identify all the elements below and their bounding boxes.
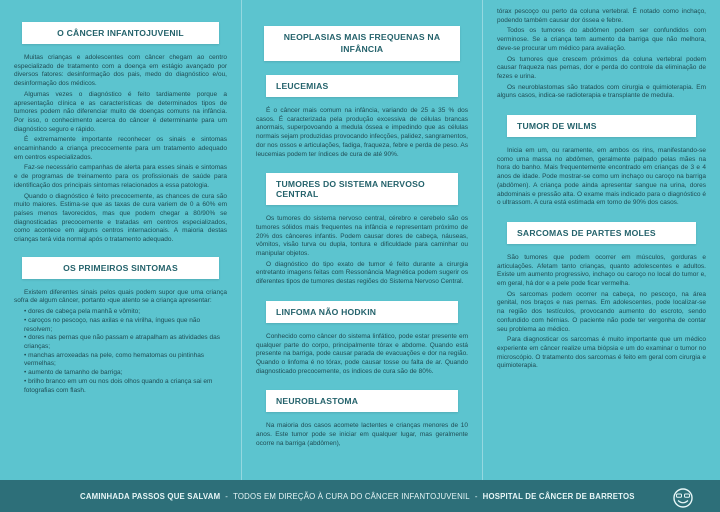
heading-linfoma: LINFOMA NÃO HODKIN xyxy=(266,301,458,323)
footer-hospital: HOSPITAL DE CÂNCER DE BARRETOS xyxy=(482,491,635,501)
paragraph: Faz-se necessário campanhas de alerta para esses sinais e sintomas e de programas de treinamento para os profissionais de saúde para identificação dos principais sintomas relacionados a essa patologia. xyxy=(14,164,227,189)
heading-tumores-snc: TUMORES DO SISTEMA NERVOSO CENTRAL xyxy=(266,173,458,205)
paragraph: É extremamente importante reconhecer os sinais e sintomas encaminhando a criança precocemente para um tratamento adequado em centros especializados. xyxy=(14,136,227,161)
paragraph: Muitas crianças e adolescentes com câncer chegam ao centro especializado de tratamento com a doença em estágio avançado por diversos fatores: desinformação dos pais, medo do diagnóstico e/ou, desinformação dos médicos. xyxy=(14,54,227,88)
footer-separator: - xyxy=(225,491,229,501)
list-item: • manchas arroxeadas na pele, como hematomas ou pintinhas vermelhas; xyxy=(24,352,227,369)
heading-primeiros-sintomas: OS PRIMEIROS SINTOMAS xyxy=(22,257,219,279)
paragraph: Quando o diagnóstico é feito precocemente, as chances de cura são muito maiores. Estima-se que as taxas de cura variem de 0 a 60% em países menos favorecidos, mas que podem chegar a 80/90% se diagnosticadas precocemente e tratadas em centros especializados, como acontece em alguns centros internacionais. A maioria destas crianças terá vida normal após o tratamento adequado. xyxy=(14,192,227,244)
paragraph: Os sarcomas podem ocorrer na cabeça, no pescoço, na área genital, nos braços e nas pernas. Em adolescentes, pode localizar-se na região dos testículos, provocando aumento do escroto, sendo confundido com hérnias. O paciente não pode ter vergonha de contar seu problema ao médico. xyxy=(497,290,706,333)
paragraph: Para diagnosticar os sarcomas é muito importante que um médico experiente em câncer realize uma biópsia e um do examinar o tumor no microscópio. O tratamento dos sarcomas é feito em geral com cirurgia e quimioterapia. xyxy=(497,336,706,370)
paragraph: Existem diferentes sinais pelos quais podem supor que uma criança sofra de algum câncer, portanto ›que atento se a criança apresentar: xyxy=(14,288,227,305)
list-item: • dores nas pernas que não passam e atrapalham as atividades das crianças; xyxy=(24,334,227,351)
paragraph: É o câncer mais comum na infância, variando de 25 a 35 % dos casos. É caracterizada pela produção excessiva de células brancas anormais, superpovoando a medula óssea e impedindo que as células normais sejam produzidas provocando infecções, palidez, sangramentos, dor nos ossos e articulações, fadiga, fraqueza, febre e perda de peso. As leucemias podem ter índices de cura de até 90%. xyxy=(256,107,468,158)
paragraph: São tumores que podem ocorrer em músculos, gorduras e articulações. Afetam tanto crianças, quanto adolescentes e adultos. Existe um aumento progressivo, inchaço ou caroço no local do tumor e, em geral, há dor e a pele pode ficar vermelha. xyxy=(497,253,706,288)
paragraph: Na maioria dos casos acomete lactentes e crianças menores de 10 anos. Este tumor pode se iniciar em qualquer lugar, mas geralmente ocorre na barriga (abdômen), xyxy=(256,422,468,447)
footer-separator: - xyxy=(474,491,478,501)
paragraph: Algumas vezes o diagnóstico é feito tardiamente porque a apresentação clínica e as características de determinados tipos de tumores podem não diferenciar muito de doenças comuns na infância. Por isso, o conhecimento acerca do câncer é determinante para um diagnóstico seguro e rápido. xyxy=(14,90,227,133)
paragraph: Todos os tumores do abdômen podem ser confundidos com verminose. Se a criança tem aumento da barriga que não melhora, deve-se procurar um médico para avaliação. xyxy=(497,27,706,52)
heading-neoplasias: NEOPLASIAS MAIS FREQUENAS NA INFÂNCIA xyxy=(264,26,460,61)
paragraph: Conhecido como câncer do sistema linfático, pode estar presente em qualquer parte do corpo, principalmente tórax e abdome. Quando está presente na barriga, pode causar parada de evacuações e dor na região. Quando o linfoma é no tórax, pode causar tosse ou falta de ar. Quando diagnosticado precocemente, os índices de cura são de 80%. xyxy=(256,332,468,375)
heading-neuroblastoma: NEUROBLASTOMA xyxy=(266,390,458,412)
panel-middle xyxy=(241,0,482,480)
footer-campaign: CAMINHADA PASSOS QUE SALVAM xyxy=(80,491,221,501)
panel-left xyxy=(0,0,241,480)
footer-bar xyxy=(0,480,720,512)
paragraph: Inicia em um, ou raramente, em ambos os rins, manifestando-se como uma massa no abdômen, geralmente palpado pelas mães na hora do banho. Mais frequentemente encontrado em crianças de 3 e 4 anos de idade. Pode mostrar-se como um inchaço ou caroço na barriga (abdômen). A criança pode ainda apresentar sangue na urina, dores abdominais e pressão alta. O exame mais indicado para o diagnóstico é o ultrassom. A cura está estimada em torno de 90% dos casos. xyxy=(497,147,706,207)
list-item: • caroços no pescoço, nas axilas e na virilha, íngues que não resolvem; xyxy=(24,317,227,334)
heading-tumor-wilms: TUMOR DE WILMS xyxy=(507,115,696,137)
heading-leucemias: LEUCEMIAS xyxy=(266,75,458,97)
paragraph: Os tumores do sistema nervoso central, cérebro e cerebelo são os tumores sólidos mais frequentes na infância e representam próximo de 20% dos cânceres infantis. Podem causar dores de cabeça, náuseas, vômitos, visão turva ou dupla, tontura e dificuldade para caminhar ou manipular objetos. xyxy=(256,215,468,258)
list-item: • aumento de tamanho de barriga; xyxy=(24,369,227,378)
smiling-face-logo-icon xyxy=(672,488,694,508)
heading-sarcomas: SARCOMAS DE PARTES MOLES xyxy=(507,222,696,244)
list-item: • dores de cabeça pela manhã e vômito; xyxy=(24,308,227,317)
panel-right xyxy=(482,0,720,480)
paragraph: Os tumores que crescem próximos da coluna vertebral podem causar fraqueza nas pernas, dor e perda do controle da eliminação de fezes e urina. xyxy=(497,55,706,80)
list-item: • brilho branco em um ou nos dois olhos quando a criança sai em fotografias com flash. xyxy=(24,378,227,395)
footer-slogan: TODOS EM DIREÇÃO À CURA DO CÂNCER INFANTOJUVENIL xyxy=(233,491,470,501)
paragraph: tórax pescoço ou perto da coluna vertebral. É notado como inchaço, podendo também causar dor óssea e febre. xyxy=(497,8,706,24)
paragraph: O diagnóstico do tipo exato de tumor é feito durante a cirurgia entretanto imagens feitas com Ressonância Magnética podem sugerir os diferentes tipos de tumores destas regiões do Sistema Nervoso Central. xyxy=(256,260,468,286)
symptoms-list xyxy=(24,308,227,395)
heading-cancer-infantojuvenil: O CÂNCER INFANTOJUVENIL xyxy=(22,22,219,44)
paragraph: Os neuroblastomas são tratados com cirurgia e quimioterapia. Em alguns casos, indica-se radioterapia e transplante de medula. xyxy=(497,83,706,100)
